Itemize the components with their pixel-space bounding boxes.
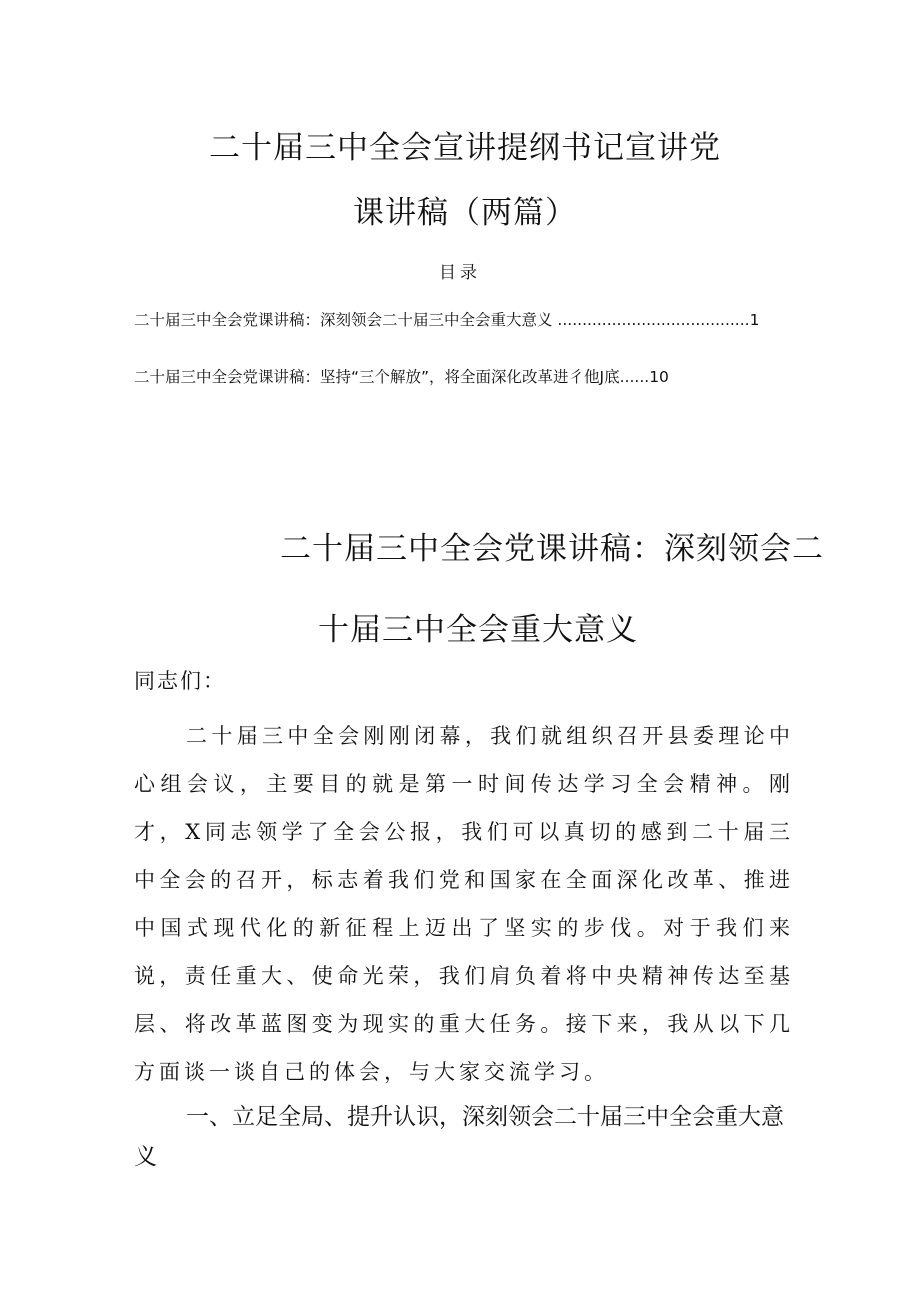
body-paragraph: 二十届三中全会刚刚闭幕，我们就组织召开县委理论中心组会议，主要目的就是第一时间传达学习全会精神。刚才，X同志领学了全会公报，我们可以真切的感到二十届三中全会的召开，标志着我们党和国家在全面深化改革、推进中国式现代化的新征程上迈出了坚实的步伐。对于我们来说，责任重大、使命光荣，我们肩负着将中央精神传达至基层、将改革蓝图变为现实的重大任务。接下来，我从以下几方面谈一谈自己的体会，与大家交流学习。 [134,724,794,1084]
section-subheading: 一、立足全局、提升认识，深刻领会二十届三中全会重大意义 [134,1104,784,1170]
salutation: 同志们： [134,669,226,693]
toc-heading: 目录 [439,263,481,283]
document-title-line-2: 课讲稿（两篇） [353,195,577,231]
toc-entry[interactable]: 二十届三中全会党课讲稿：深刻领会二十届三中全会重大意义 .......................................1 [134,311,760,329]
section-title-line-2: 十届三中全会重大意义 [318,612,638,648]
document-title-line-1: 二十届三中全会宣讲提纲书记宣讲党 [209,130,721,166]
toc-entry[interactable]: 二十届三中全会党课讲稿：坚持“三个解放”，将全面深化改革进彳他J底......10 [134,368,669,386]
section-title-line-1: 二十届三中全会党课讲稿：深刻领会二 [280,531,824,567]
